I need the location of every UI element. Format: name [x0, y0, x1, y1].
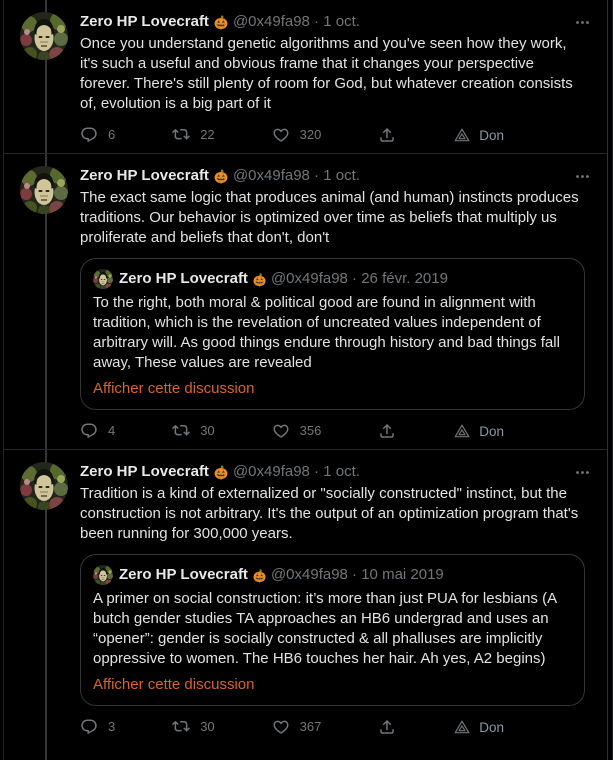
share-icon — [378, 422, 396, 440]
handle-and-date[interactable]: @0x49fa98 · 1 oct. — [232, 463, 360, 480]
display-name[interactable]: Zero HP Lovecraft — [80, 463, 209, 480]
action-bar — [80, 718, 504, 736]
avatar — [93, 269, 113, 289]
retweet-count: 30 — [200, 423, 215, 438]
reply-button[interactable] — [80, 718, 115, 736]
share-icon — [378, 126, 396, 144]
avatar[interactable] — [20, 462, 68, 510]
like-count: 356 — [299, 423, 322, 438]
jack-o-lantern-emoji — [213, 168, 229, 184]
display-name: Zero HP Lovecraft — [119, 566, 248, 583]
share-button[interactable] — [378, 126, 396, 144]
tweet-3 — [4, 450, 607, 745]
reply-icon — [80, 718, 98, 736]
more-icon — [574, 14, 591, 31]
display-name[interactable]: Zero HP Lovecraft — [80, 13, 209, 30]
quote-header — [93, 269, 572, 289]
tip-triangle-icon — [453, 422, 471, 440]
like-count: 320 — [299, 127, 322, 142]
tip-label: Don — [479, 127, 504, 143]
handle-and-date[interactable]: @0x49fa98 · 1 oct. — [232, 167, 360, 184]
retweet-count: 22 — [200, 127, 215, 142]
display-name: Zero HP Lovecraft — [119, 270, 248, 287]
more-icon — [574, 464, 591, 481]
retweet-button[interactable] — [172, 422, 214, 440]
show-thread-link[interactable]: Afficher cette discussion — [93, 676, 255, 693]
tip-label: Don — [479, 719, 504, 735]
tweet-header — [80, 462, 585, 482]
like-count: 367 — [299, 719, 322, 734]
tip-button[interactable] — [453, 422, 504, 440]
handle-and-date[interactable]: @0x49fa98 · 1 oct. — [232, 13, 360, 30]
retweet-button[interactable] — [172, 718, 214, 736]
reply-button[interactable] — [80, 126, 115, 144]
avatar[interactable] — [20, 166, 68, 214]
more-button[interactable] — [574, 168, 591, 185]
share-icon — [378, 718, 396, 736]
tip-label: Don — [479, 423, 504, 439]
tweet-header — [80, 12, 585, 32]
reply-icon — [80, 422, 98, 440]
more-button[interactable] — [574, 464, 591, 481]
more-icon — [574, 168, 591, 185]
tip-triangle-icon — [453, 718, 471, 736]
avatar[interactable] — [20, 12, 68, 60]
retweet-icon — [172, 126, 190, 144]
retweet-icon — [172, 422, 190, 440]
quoted-tweet[interactable] — [80, 258, 585, 410]
avatar — [93, 565, 113, 585]
quote-header — [93, 565, 572, 585]
tweet-1 — [4, 0, 607, 153]
like-button[interactable] — [272, 126, 322, 144]
like-button[interactable] — [272, 422, 322, 440]
show-thread-link[interactable]: Afficher cette discussion — [93, 380, 255, 397]
action-bar — [80, 422, 504, 440]
jack-o-lantern-emoji — [213, 14, 229, 30]
jack-o-lantern-emoji — [252, 272, 267, 287]
quote-text: To the right, both moral & political good are found in alignment with tradition, which is the revelation of uncreated values independent of arbitrary will. As good things endure through history and bad things fall away, These values are revealed — [93, 294, 560, 371]
tweet-text: Once you understand genetic algorithms and you've seen how they work, it's such a useful and obvious frame that it changes your perspective forever. There's still plenty of room for God, but whatever creation consists of, evolution is a big part of it — [80, 35, 577, 112]
like-button[interactable] — [272, 718, 322, 736]
display-name[interactable]: Zero HP Lovecraft — [80, 167, 209, 184]
handle-and-date: @0x49fa98 · 26 févr. 2019 — [270, 270, 448, 287]
jack-o-lantern-emoji — [252, 568, 267, 583]
tweet-text: The exact same logic that produces animal (and human) instincts produces traditions. Our behavior is optimized over time as beliefs that multiply us proliferate and beliefs that don't, don't — [80, 189, 583, 246]
reply-count: 3 — [108, 719, 116, 734]
reply-icon — [80, 126, 98, 144]
handle-and-date: @0x49fa98 · 10 mai 2019 — [270, 566, 444, 583]
tweet-2 — [4, 154, 607, 449]
more-button[interactable] — [574, 14, 591, 31]
share-button[interactable] — [378, 422, 396, 440]
reply-button[interactable] — [80, 422, 115, 440]
timeline-column — [3, 0, 608, 760]
heart-icon — [272, 126, 290, 144]
tip-button[interactable] — [453, 126, 504, 144]
tip-triangle-icon — [453, 126, 471, 144]
retweet-count: 30 — [200, 719, 215, 734]
share-button[interactable] — [378, 718, 396, 736]
reply-count: 4 — [108, 423, 116, 438]
retweet-icon — [172, 718, 190, 736]
tweet-text: Tradition is a kind of externalized or "socially constructed" instinct, but the construction is not arbitrary. It's the output of an optimization program that's been running for 300,000 years. — [80, 485, 583, 542]
tip-button[interactable] — [453, 718, 504, 736]
jack-o-lantern-emoji — [213, 464, 229, 480]
heart-icon — [272, 718, 290, 736]
heart-icon — [272, 422, 290, 440]
quote-text: A primer on social construction: it’s more than just PUA for lesbians (A butch gender studies TA approaches an HB6 undergrad and uses an “opener”: gender is socially constructed & all phalluses are implicitly oppressive to women. The HB6 touches her hair. Ah yes, A2 begins) — [93, 590, 557, 667]
action-bar — [80, 126, 504, 144]
reply-count: 6 — [108, 127, 116, 142]
quoted-tweet[interactable] — [80, 554, 585, 706]
retweet-button[interactable] — [172, 126, 214, 144]
tweet-header — [80, 166, 585, 186]
